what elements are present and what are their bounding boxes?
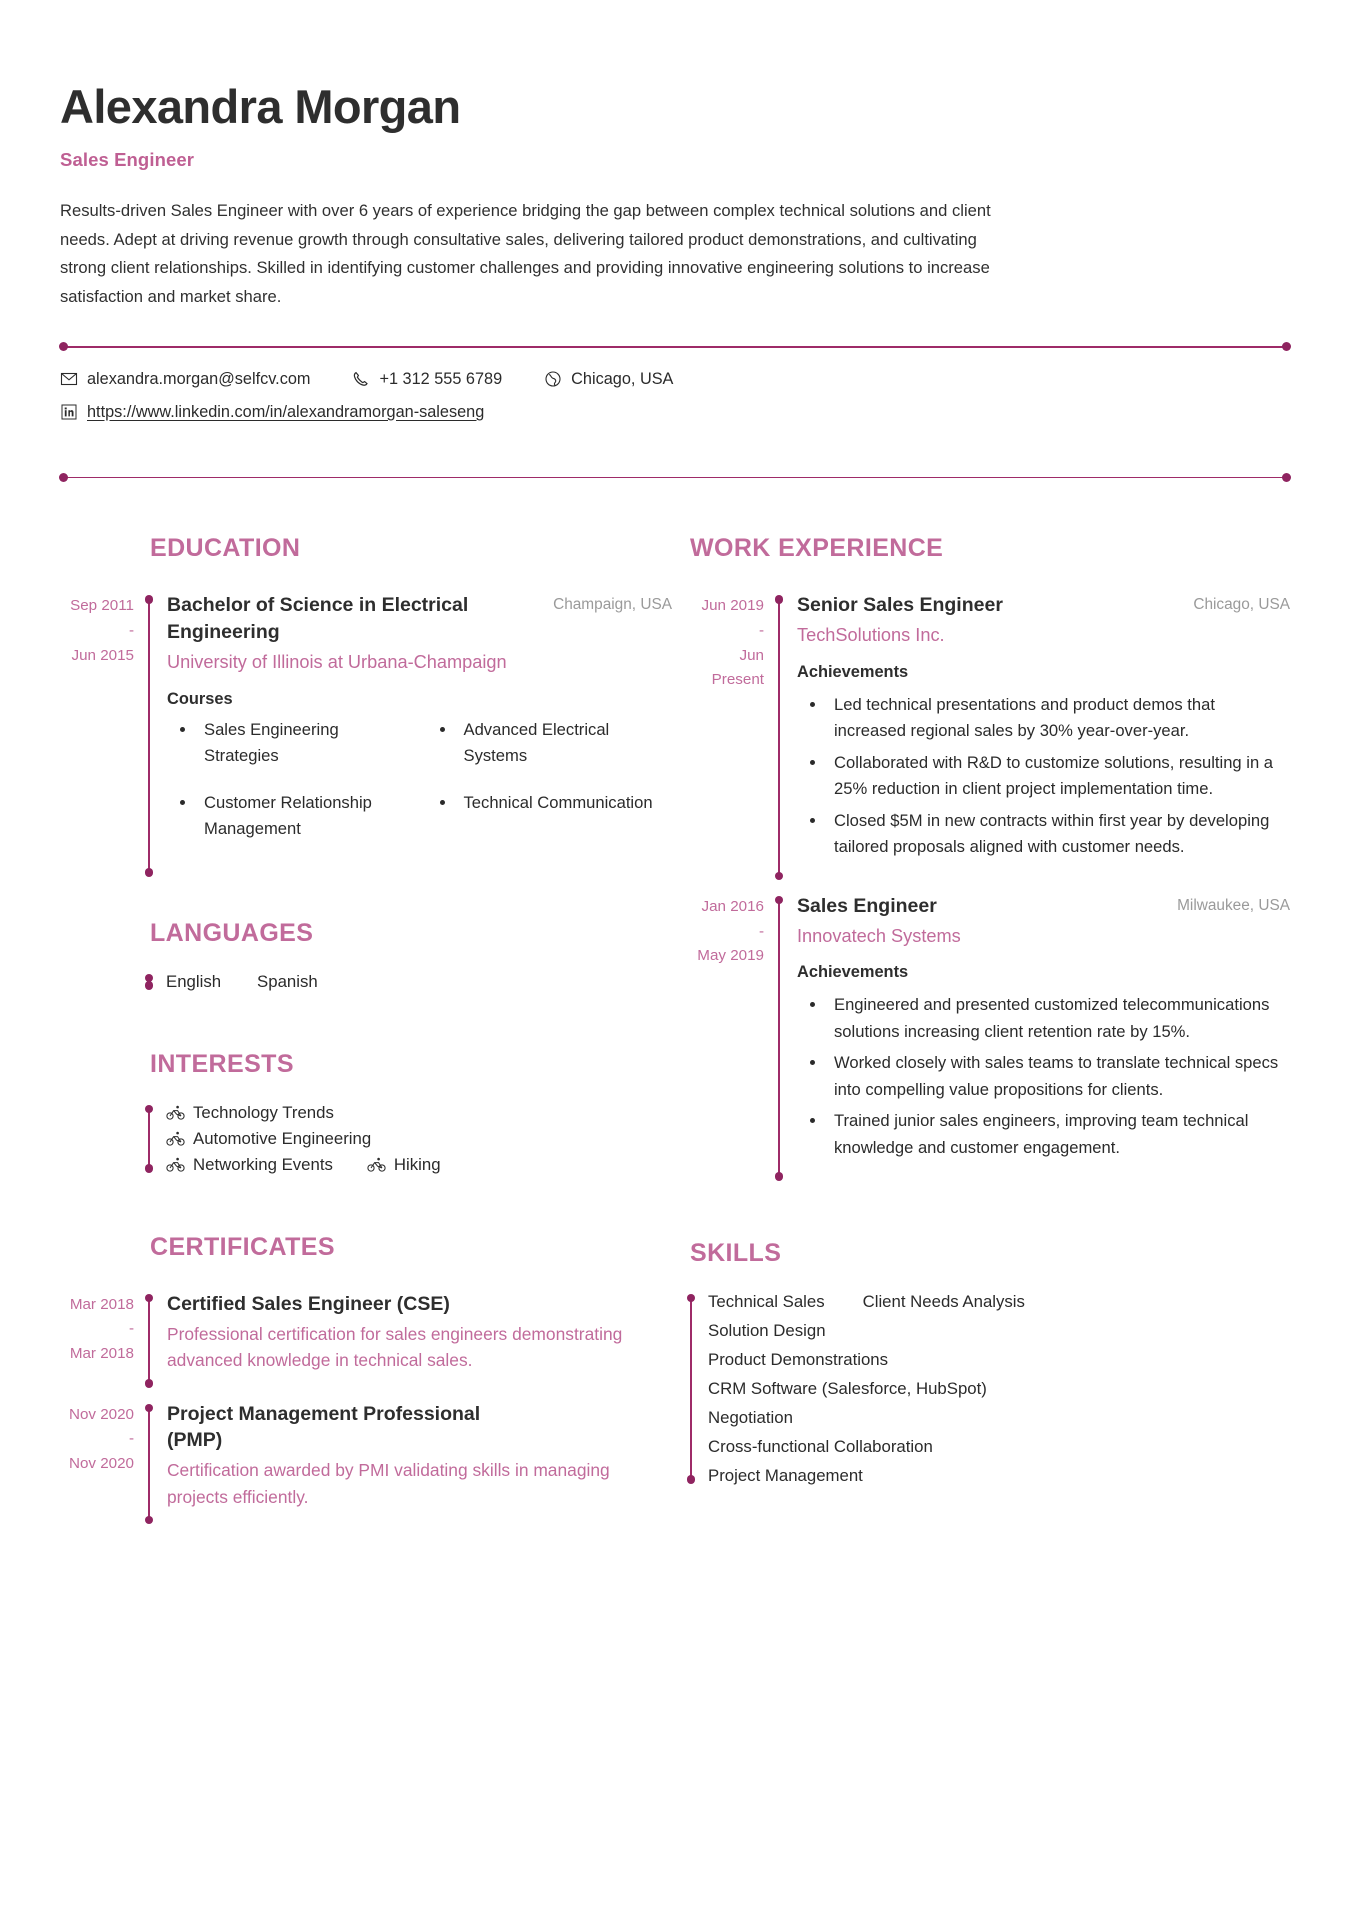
- section-title-certificates: CERTIFICATES: [150, 1232, 335, 1261]
- certificate-name: Certified Sales Engineer (CSE): [167, 1292, 450, 1315]
- skill-line: [708, 1408, 1290, 1428]
- contact-location-text: Chicago, USA: [571, 369, 674, 388]
- left-column: [60, 504, 672, 1536]
- section-skills: [682, 1239, 1290, 1488]
- course-item: • Customer Relationship Management: [197, 790, 413, 843]
- section-title-education: EDUCATION: [150, 534, 301, 563]
- skill-item: Client Needs Analysis: [862, 1291, 1025, 1311]
- section-education: [60, 534, 672, 878]
- certificate-body: [150, 1284, 672, 1390]
- contact-phone[interactable]: [352, 370, 502, 389]
- courses-label: Courses: [167, 689, 233, 708]
- section-certificates: [60, 1233, 672, 1527]
- work-head: [797, 893, 1290, 920]
- achievement-item: • Collaborated with R&D to customize solutions, resulting in a 25% reduction in client project implementation time.: [827, 750, 1290, 803]
- interests-list: [60, 1101, 672, 1177]
- interest-item: [367, 1155, 441, 1175]
- education-date-start: Sep 2011: [70, 597, 134, 615]
- work-entry: [682, 886, 1290, 1183]
- work-body: [780, 886, 1290, 1183]
- timeline-line: [148, 1109, 150, 1169]
- certificate-date-dash: -: [128, 1320, 134, 1338]
- certificate-date-dash: -: [128, 1430, 134, 1448]
- contact-email[interactable]: [60, 370, 310, 389]
- course-item: • Sales Engineering Strategies: [197, 717, 413, 770]
- language-item: English: [166, 971, 222, 991]
- bicycle-icon: [166, 1105, 185, 1120]
- timeline-line: [148, 978, 150, 986]
- section-title-work-experience: WORK EXPERIENCE: [690, 534, 944, 563]
- timeline-line: [148, 1298, 150, 1384]
- interest-line: [166, 1103, 672, 1123]
- work-role: Senior Sales Engineer: [797, 594, 1003, 617]
- achievement-item: • Trained junior sales engineers, improving team technical knowledge and customer engagement.: [827, 1108, 1290, 1161]
- certificate-date-start: Nov 2020: [68, 1405, 134, 1423]
- work-date-dash: -: [758, 922, 764, 940]
- skill-item: Solution Design: [708, 1320, 826, 1340]
- page-title: Alexandra Morgan: [60, 80, 461, 133]
- skill-item: Cross-functional Collaboration: [708, 1436, 933, 1456]
- language-item: Spanish: [257, 971, 318, 991]
- contact-row-primary: [60, 370, 1290, 389]
- achievement-item: • Worked closely with sales teams to translate technical specs into compelling value propositions for clients.: [827, 1050, 1290, 1103]
- certificate-date-end: Nov 2020: [68, 1454, 134, 1472]
- skill-item: Project Management: [708, 1465, 863, 1485]
- phone-icon: [352, 370, 370, 388]
- skills-list: [682, 1290, 1290, 1488]
- education-body: [150, 585, 672, 878]
- bicycle-icon: [367, 1157, 386, 1172]
- skill-rows: [708, 1292, 1290, 1486]
- education-date-end: Jun 2015: [71, 646, 134, 664]
- work-date-end-2: Present: [711, 671, 764, 689]
- interest-item: [166, 1129, 371, 1149]
- skill-line: [708, 1466, 1290, 1486]
- globe-icon: [544, 370, 562, 388]
- contact-email-text: alexandra.morgan@selfcv.com: [87, 369, 311, 388]
- skill-line: [708, 1437, 1290, 1457]
- education-location: Champaign, USA: [553, 596, 672, 614]
- contact-linkedin[interactable]: [60, 403, 484, 422]
- interest-line: [166, 1129, 672, 1149]
- section-work-experience: [682, 534, 1290, 1182]
- achievement-item: • Led technical presentations and product demos that increased regional sales by 30% year-over-year.: [827, 692, 1290, 745]
- contact-row-secondary: [60, 403, 1290, 422]
- achievements-list: [797, 992, 1290, 1161]
- achievement-item: • Closed $5M in new contracts within first year by developing tailored proposals aligned with customer needs.: [827, 808, 1290, 861]
- education-degree: Bachelor of Science in Electrical Engineering: [167, 594, 469, 644]
- certificate-date: [60, 1394, 148, 1527]
- skill-line: [708, 1379, 1290, 1399]
- skill-line: [708, 1350, 1290, 1370]
- section-title-languages: LANGUAGES: [150, 918, 314, 947]
- contact-location: [544, 370, 673, 389]
- course-item: • Technical Communication: [457, 790, 673, 817]
- linkedin-icon: [60, 403, 78, 421]
- certificate-date: [60, 1284, 148, 1390]
- interest-line: [166, 1155, 672, 1175]
- interest-rows: [166, 1103, 672, 1175]
- certificate-body: [150, 1394, 672, 1527]
- bicycle-icon: [166, 1157, 185, 1172]
- interest-label: Technology Trends: [193, 1102, 334, 1122]
- course-item: • Advanced Electrical Systems: [457, 717, 673, 770]
- achievements-label: Achievements: [797, 662, 909, 681]
- work-company: Innovatech Systems: [797, 925, 961, 946]
- work-location: Milwaukee, USA: [1177, 896, 1290, 914]
- job-title: Sales Engineer: [60, 149, 195, 171]
- contact-phone-text: +1 312 555 6789: [379, 369, 503, 388]
- bicycle-icon: [166, 1131, 185, 1146]
- certificate-entry: [60, 1284, 672, 1390]
- achievements-list: [797, 692, 1290, 861]
- courses-grid: [167, 717, 672, 863]
- skill-item: Technical Sales: [708, 1291, 825, 1311]
- certificate-description: Professional certification for sales engineers demonstrating advanced knowledge in technical sales.: [167, 1323, 623, 1371]
- certificate-date-end: Mar 2018: [69, 1345, 134, 1362]
- achievements-label: Achievements: [797, 963, 909, 982]
- envelope-icon: [60, 370, 78, 388]
- work-date: [682, 886, 778, 1183]
- courses-column-2: [427, 717, 673, 863]
- timeline-line: [690, 1298, 692, 1480]
- header-divider-top: [60, 346, 1290, 348]
- languages-items: [166, 972, 672, 992]
- education-date-dash: -: [128, 621, 134, 639]
- work-company: TechSolutions Inc.: [797, 625, 945, 646]
- achievement-item: • Engineered and presented customized telecommunications solutions increasing client retention rate by 15%.: [827, 992, 1290, 1045]
- certificate-name: Project Management Professional (PMP): [167, 1402, 481, 1452]
- work-date-dash: -: [758, 621, 764, 639]
- skill-item: CRM Software (Salesforce, HubSpot): [708, 1378, 987, 1398]
- work-entry: [682, 585, 1290, 882]
- interest-label: Automotive Engineering: [193, 1128, 372, 1148]
- work-role: Sales Engineer: [797, 894, 937, 917]
- courses-column-1: [167, 717, 413, 863]
- certificate-entry: [60, 1394, 672, 1527]
- contact-linkedin-text[interactable]: https://www.linkedin.com/in/alexandramorgan-saleseng: [87, 402, 485, 421]
- education-entry: [60, 585, 672, 878]
- education-head: [167, 592, 672, 646]
- interest-label: Hiking: [393, 1154, 441, 1174]
- timeline-line: [778, 900, 780, 1177]
- timeline-line: [148, 599, 150, 872]
- professional-summary: Results-driven Sales Engineer with over 6 years of experience bridging the gap between complex technical solutions and client needs. Adept at driving revenue growth through consultative sales, delivering tailored product demonstrations, and cultivating strong client relationships. Skilled in identifying customer challenges and providing innovative engineering solutions to increase satisfaction and market share.: [60, 201, 991, 306]
- certificate-date-start: Mar 2018: [69, 1295, 134, 1313]
- section-interests: [60, 1050, 672, 1177]
- skill-line: [708, 1292, 1290, 1312]
- timeline-line: [148, 1408, 150, 1521]
- right-column: [672, 504, 1290, 1536]
- timeline-line: [778, 599, 780, 876]
- section-languages: [60, 919, 672, 994]
- work-date-end-1: May 2019: [697, 947, 764, 965]
- interest-item: [166, 1103, 334, 1123]
- work-date-end-1: Jun: [739, 646, 764, 664]
- languages-list: [60, 970, 672, 994]
- work-head: [797, 592, 1290, 619]
- interest-item: [166, 1155, 333, 1175]
- interest-label: Networking Events: [193, 1154, 333, 1174]
- work-date-start: Jan 2016: [701, 897, 764, 915]
- header-divider-bottom: [60, 477, 1290, 479]
- skill-line: [708, 1321, 1290, 1341]
- education-date: [60, 585, 148, 878]
- resume-header: [60, 80, 1290, 311]
- certificate-description: Certification awarded by PMI validating skills in managing projects efficiently.: [167, 1460, 610, 1507]
- contact-info: [60, 348, 1290, 442]
- work-body: [780, 585, 1290, 882]
- resume-body: [60, 504, 1290, 1536]
- section-title-interests: INTERESTS: [150, 1049, 294, 1078]
- skill-item: Product Demonstrations: [708, 1349, 889, 1369]
- skill-item: Negotiation: [708, 1407, 793, 1427]
- work-date-start: Jun 2019: [701, 597, 764, 615]
- work-location: Chicago, USA: [1193, 596, 1290, 614]
- work-date: [682, 585, 778, 882]
- education-school: University of Illinois at Urbana-Champaign: [167, 652, 507, 673]
- section-title-skills: SKILLS: [690, 1238, 782, 1267]
